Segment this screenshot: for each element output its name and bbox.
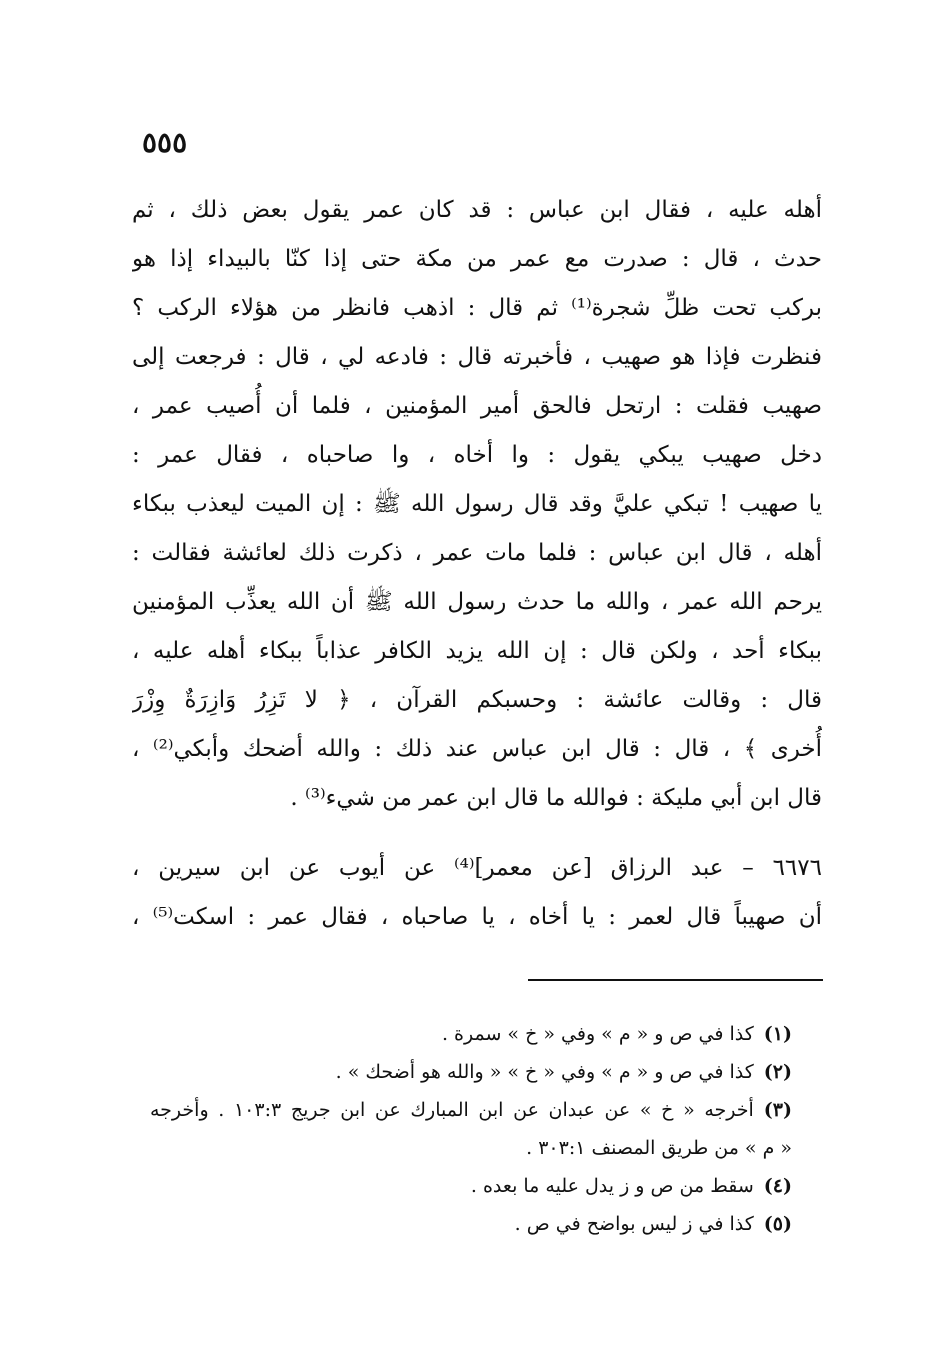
- footnote-1: (١)كذا في ص و « م » وفي « خ » سمرة .: [441, 1023, 792, 1045]
- footnote-3: (٣)أخرجه « خ » عن عبدان عن ابن المبارك عن ابن جريج ١٠٣:٣ . وأخرجه: [150, 1099, 792, 1121]
- text-line: أهله ، قال ابن عباس : فلما مات عمر ، ذكرت ذلك لعائشة فقالت :: [132, 540, 822, 566]
- footnote-5: (٥)كذا في ز ليس بواضح في ص .: [514, 1213, 792, 1235]
- paragraph-gap: [132, 823, 822, 844]
- footnote-divider: [528, 979, 823, 981]
- text-line: دخل صهيب يبكي يقول : وا أخاه ، وا صاحباه ، فقال عمر :: [132, 442, 822, 468]
- text-line: ببكاء أحد ، ولكن قال : إن الله يزيد الكافر عذاباً ببكاء أهله عليه ،: [132, 638, 822, 664]
- text-line: قال ابن أبي مليكة : فوالله ما قال ابن عمر من شيء⁽³⁾ .: [290, 785, 822, 811]
- text-line: فنظرت فإذا هو صهيب ، فأخبرته قال : فادعه لي ، قال : فرجعت إلى: [132, 344, 822, 370]
- main-text: [132, 186, 822, 942]
- footnotes: [150, 1015, 792, 1243]
- text-line: قال : وقالت عائشة : وحسبكم القرآن ، ﴿ لا تَزِرُ وَازِرَةٌ وِزْرَ: [132, 687, 822, 713]
- footnote-4: (٤)سقط من ص و ز يدل عليه ما بعده .: [470, 1175, 792, 1197]
- text-line: بركب تحت ظلِّ شجرة⁽¹⁾ ثم قال : اذهب فانظر من هؤلاء الركب ؟: [132, 295, 822, 321]
- text-line: أُخرى ﴾ ، قال : قال ابن عباس عند ذلك : والله أضحك وأبكي⁽²⁾ ،: [132, 736, 822, 762]
- hadith-line: ٦٦٧٦ – عبد الرزاق [عن معمر]⁽⁴⁾ عن أيوب عن ابن سيرين ،: [132, 855, 822, 881]
- footnote-2: (٢)كذا في ص و « م » وفي « خ » « والله هو أضحك » .: [335, 1061, 792, 1083]
- text-line: يرحم الله عمر ، والله ما حدث رسول الله ﷺ أن الله يعذِّب المؤمنين: [132, 589, 822, 615]
- hadith-line: أن صهيباً قال لعمر : يا أخاه ، يا صاحباه ، فقال عمر : اسكت⁽⁵⁾ ،: [132, 904, 822, 930]
- text-line: صهيب فقلت : ارتحل فالحق أمير المؤمنين ، فلما أن أُصيب عمر ،: [132, 393, 822, 419]
- text-line: يا صهيب ! تبكي عليَّ وقد قال رسول الله ﷺ : إن الميت ليعذب ببكاء: [132, 491, 822, 517]
- footnote-3-continued: « م » من طريق المصنف ٣٠٣:١ .: [526, 1137, 792, 1159]
- text-line: حدث ، قال : صدرت مع عمر من مكة حتى إذا كنّا بالبيداء إذا هو: [132, 246, 822, 272]
- page-number: ٥٥٥: [142, 126, 188, 159]
- text-line: أهله عليه ، فقال ابن عباس : قد كان عمر يقول بعض ذلك ، ثم: [132, 197, 822, 223]
